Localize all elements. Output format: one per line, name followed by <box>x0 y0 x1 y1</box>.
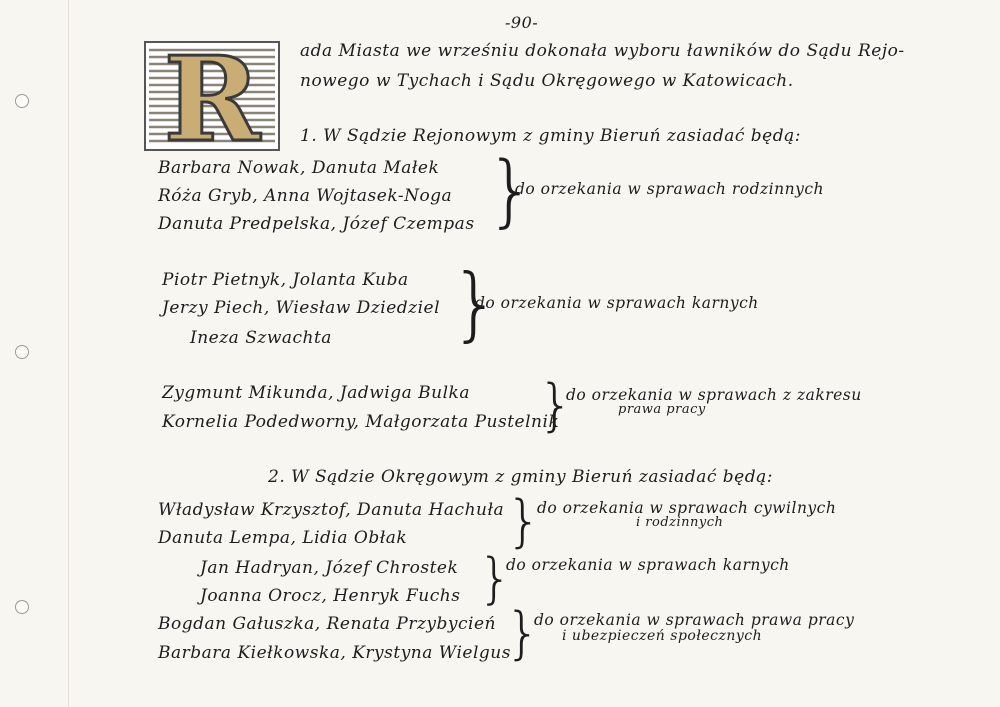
group-note: do orzekania w sprawach cywilnych <box>537 499 837 517</box>
binder-hole <box>15 94 29 108</box>
name-line: Barbara Nowak, Danuta Małek <box>158 158 440 178</box>
name-line: Róża Gryb, Anna Wojtasek-Noga <box>158 186 453 206</box>
brace: } <box>538 373 574 438</box>
brace: } <box>505 601 541 666</box>
group-note: i ubezpieczeń społecznych <box>562 628 763 644</box>
brace: } <box>486 146 536 236</box>
group-note: do orzekania w sprawach karnych <box>506 556 790 574</box>
name-line: Danuta Predpelska, Józef Czempas <box>158 214 475 234</box>
header-line-1: ada Miasta we wrześniu dokonała wyboru ławników do Sądu Rejo- <box>300 41 905 61</box>
name-line: Barbara Kiełkowska, Krystyna Wielgus <box>158 643 511 663</box>
brace: } <box>506 489 542 554</box>
brace: } <box>450 257 501 350</box>
name-line: Zygmunt Mikunda, Jadwiga Bulka <box>162 383 470 403</box>
name-line: Jan Hadryan, Józef Chrostek <box>200 558 459 578</box>
margin-line <box>68 0 69 707</box>
group-note: do orzekania w sprawach z zakresu <box>566 386 862 404</box>
name-line: Piotr Pietnyk, Jolanta Kuba <box>162 270 409 290</box>
section-2-title: 2. W Sądzie Okręgowym z gminy Bieruń zasiadać będą: <box>268 467 773 487</box>
name-line: Joanna Orocz, Henryk Fuchs <box>200 586 461 606</box>
svg-text:R: R <box>163 40 261 152</box>
group-note: i rodzinnych <box>636 515 724 530</box>
header-line-2: nowego w Tychach i Sądu Okręgowego w Katowicach. <box>300 71 794 91</box>
name-line: Danuta Lempa, Lidia Obłak <box>158 528 408 548</box>
name-line: Władysław Krzysztof, Danuta Hachuła <box>158 500 505 520</box>
binder-hole <box>15 345 29 359</box>
page-number: -90- <box>505 13 539 32</box>
section-1-title: 1. W Sądzie Rejonowym z gminy Bieruń zasiadać będą: <box>300 126 801 146</box>
name-line: Bogdan Gałuszka, Renata Przybycień <box>158 614 496 634</box>
group-note: do orzekania w sprawach karnych <box>475 294 759 312</box>
group-note: prawa pracy <box>618 402 706 417</box>
decorated-initial-r-image <box>143 40 281 152</box>
name-line: Jerzy Piech, Wiesław Dziedziel <box>162 298 441 318</box>
binder-hole <box>15 600 29 614</box>
name-line: Ineza Szwachta <box>190 328 332 348</box>
name-line: Kornelia Podedworny, Małgorzata Pustelnik <box>162 412 560 432</box>
brace: } <box>478 547 513 610</box>
group-note: do orzekania w sprawach prawa pracy <box>534 611 855 629</box>
group-note: do orzekania w sprawach rodzinnych <box>515 180 824 198</box>
